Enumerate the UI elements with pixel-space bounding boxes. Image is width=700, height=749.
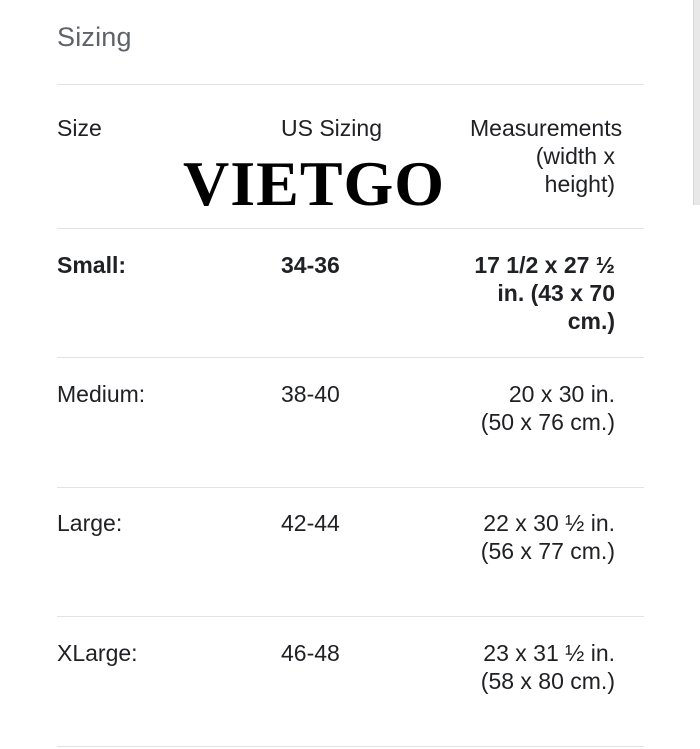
- row-large-us: 42-44: [281, 510, 340, 536]
- header-us-sizing: US Sizing: [281, 115, 382, 141]
- row-xlarge-us: 46-48: [281, 640, 340, 666]
- divider: [57, 228, 644, 229]
- divider: [57, 357, 644, 358]
- divider: [57, 616, 644, 617]
- divider: [57, 746, 644, 747]
- row-medium-size: Medium:: [57, 381, 146, 407]
- row-medium-us: 38-40: [281, 381, 340, 407]
- row-small-measurement: 17 1/2 x 27 ½ in. (43 x 70 cm.): [474, 252, 615, 334]
- row-medium-measurement: 20 x 30 in. (50 x 76 cm.): [480, 381, 615, 435]
- divider: [57, 487, 644, 488]
- row-small-size: Small:: [57, 252, 127, 278]
- row-large-measurement: 22 x 30 ½ in. (56 x 77 cm.): [480, 510, 615, 564]
- watermark-logo: VIETGO: [183, 148, 446, 219]
- header-measurements: Measurements (width x height): [470, 115, 623, 197]
- row-xlarge-measurement: 23 x 31 ½ in. (58 x 80 cm.): [480, 640, 615, 694]
- scrollbar[interactable]: [692, 0, 700, 749]
- divider: [57, 84, 644, 85]
- section-title: Sizing: [57, 22, 132, 52]
- row-small-us: 34-36: [281, 252, 340, 278]
- scrollbar-thumb[interactable]: [693, 0, 700, 205]
- row-xlarge-size: XLarge:: [57, 640, 138, 666]
- row-large-size: Large:: [57, 510, 123, 536]
- header-size: Size: [57, 115, 102, 141]
